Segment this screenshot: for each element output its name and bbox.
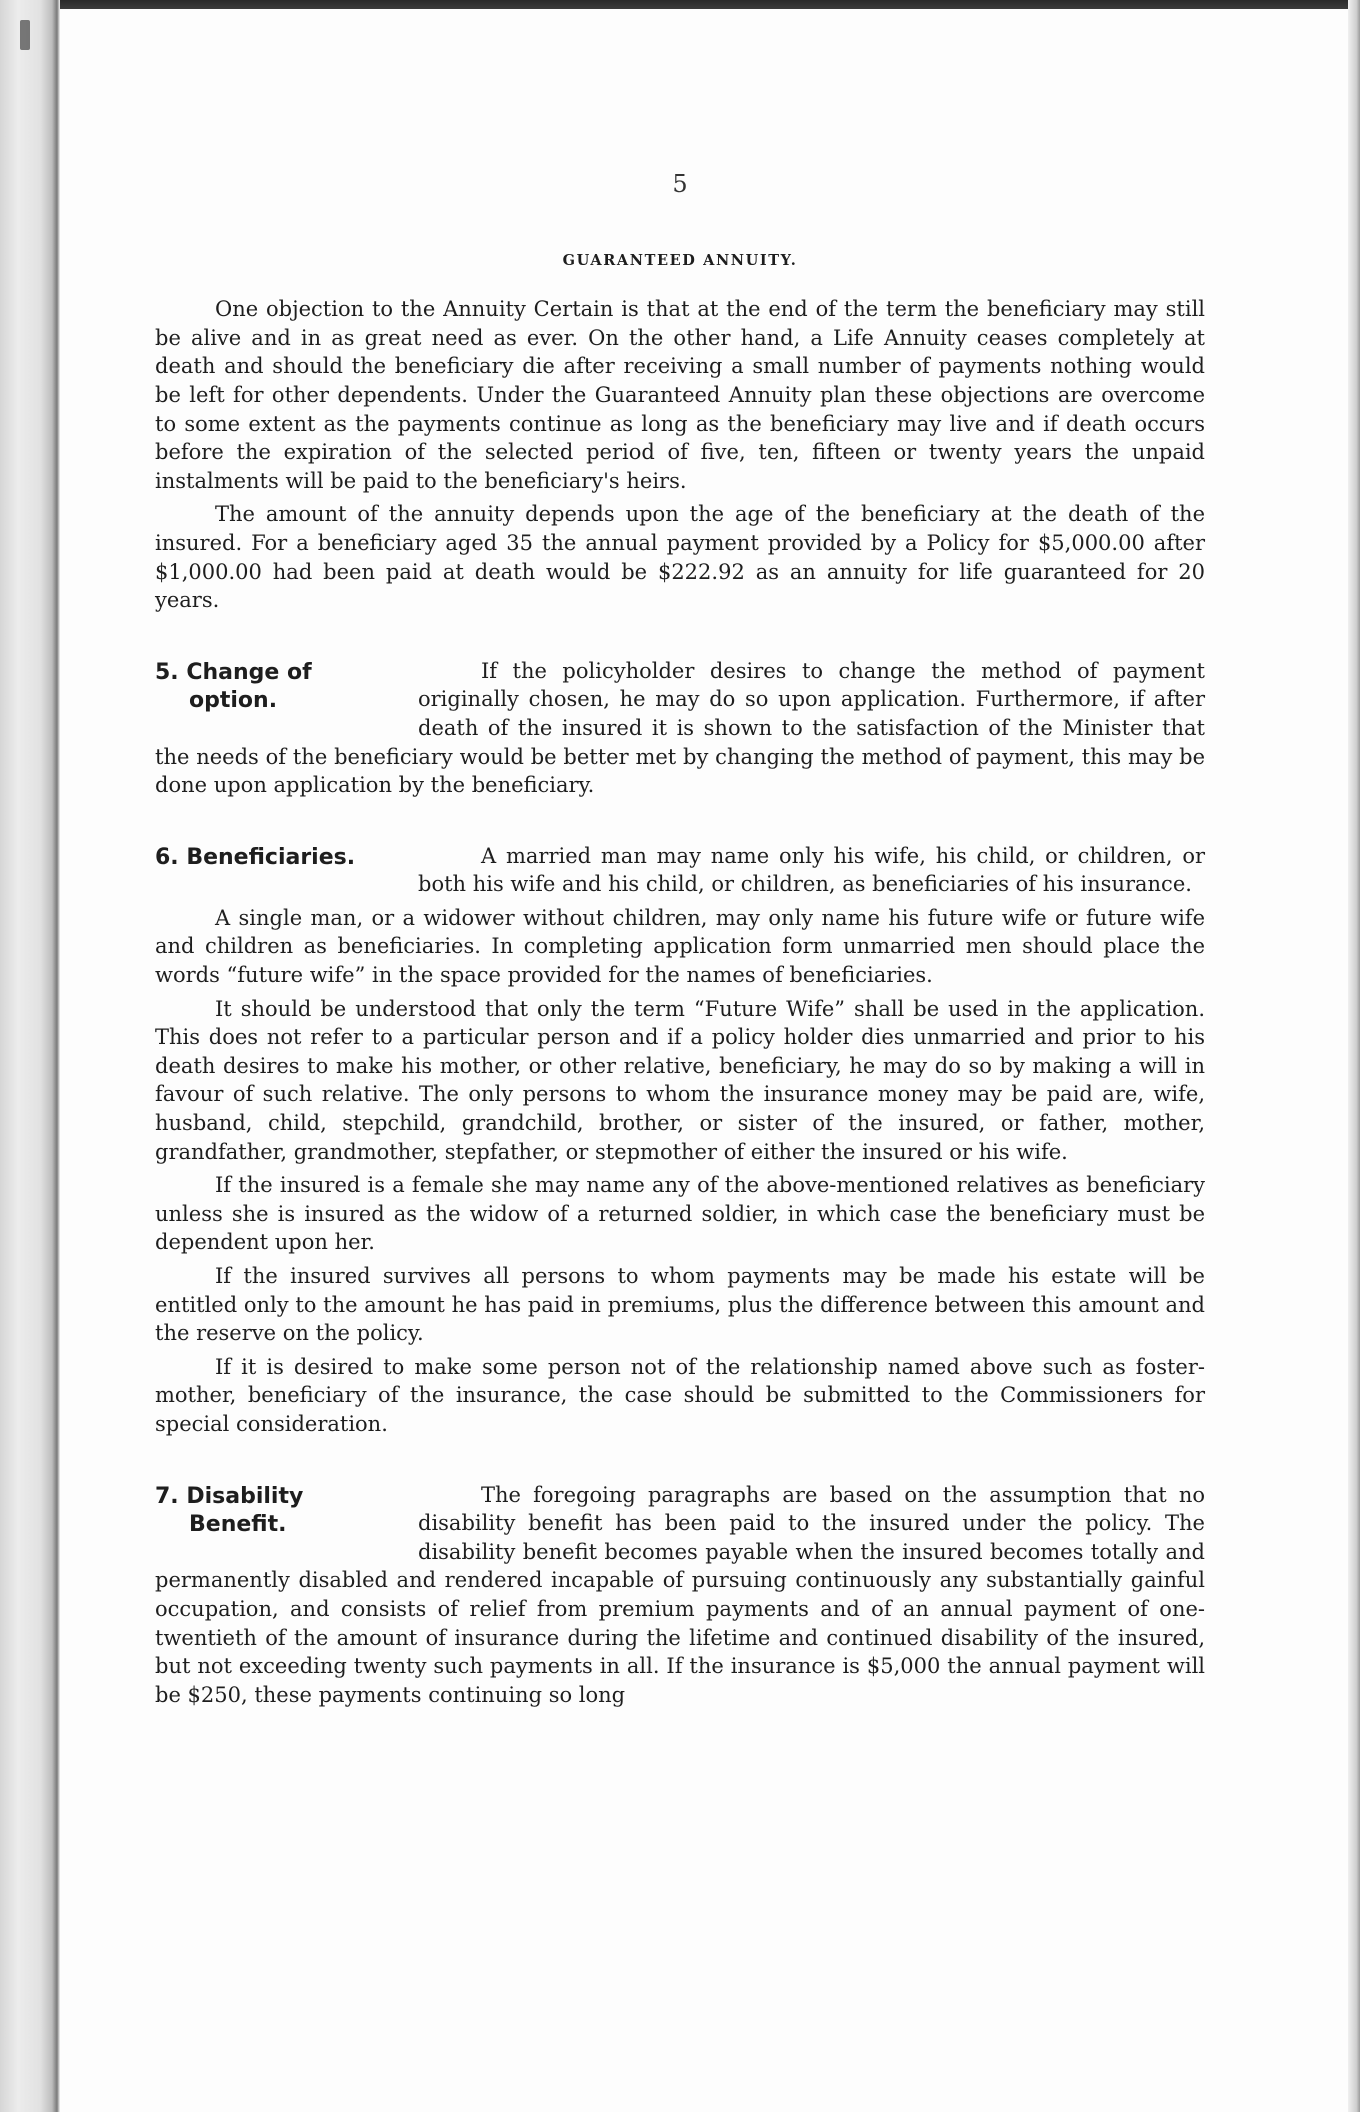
side-heading-line: option.	[189, 688, 278, 714]
paragraph: A married man may name only his wife, his child, or children, or both his wife and his child, or children, as beneficiaries of his insurance.	[418, 843, 1205, 897]
paragraph: If the insured is a female she may name any of the above-mentioned relatives as beneficiary unless she is insured as the widow of a returned soldier, in which case the beneficiary must be dependent upon her.	[155, 1173, 1205, 1255]
side-heading-line: 7. Disability	[155, 1483, 304, 1509]
guaranteed-annuity-section	[155, 247, 1205, 615]
document-page	[155, 170, 1205, 1714]
side-heading	[155, 659, 418, 716]
paragraph: If the insured survives all persons to whom payments may be made his estate will be entitled only to the amount he has paid in premiums, plus the difference between this amount and the reserve on the policy.	[155, 1264, 1205, 1346]
paragraph: If it is desired to make some person not of the relationship named above such as foster-mother, beneficiary of the insurance, the case should be submitted to the Commissioners for special consideration.	[155, 1354, 1205, 1436]
change-of-option-section	[155, 657, 1205, 800]
beneficiaries-section	[155, 842, 1205, 1439]
paragraph: The amount of the annuity depends upon the age of the beneficiary at the death of the insured. For a beneficiary aged 35 the annual payment provided by a Policy for $5,000.00 after $1,000.00 had been paid at death would be $222.92 as an annuity for life guaranteed for 20 years.	[155, 502, 1205, 613]
side-heading-line: Benefit.	[189, 1512, 287, 1538]
paragraph: A single man, or a widower without children, may only name his future wife or future wife and children as beneficiaries. In completing application form unmarried men should place the words “future wife” in the space provided for the names of beneficiaries.	[155, 905, 1205, 988]
section-heading: GUARANTEED ANNUITY.	[562, 251, 798, 269]
paragraph: It should be understood that only the term “Future Wife” shall be used in the application. This does not refer to a particular person and if a policy holder dies unmarried and prior to his death desires to make his mother, or other relative, beneficiary, he may do so by making a will in favour of such relative. The only persons to whom the insurance money may be paid are, wife, husband, child, stepchild, grandchild, brother, or sister of the insured, or father, mother, grandfather, grandmother, stepfather, or stepmother of either the insured or his wife.	[155, 996, 1205, 1164]
scan-binding-edge	[0, 0, 60, 2112]
side-heading	[155, 844, 418, 873]
paragraph: If the policyholder desires to change the method of payment originally chosen, he may do so upon application. Furthermore, if after death of the insured it is shown to the satisfaction of the Minister that the needs of the beneficiary would be better met by changing the method of payment, this may be done upon application by the beneficiary.	[155, 658, 1205, 798]
paragraph: One objection to the Annuity Certain is that at the end of the term the beneficiary may still be alive and in as great need as ever. On the other hand, a Life Annuity ceases completely at death and should the beneficiary die after receiving a small number of payments nothing would be left for other dependents. Under the Guaranteed Annuity plan these objections are overcome to some extent as the payments continue as long as the beneficiary may live and if death occurs before the expiration of the selected period of five, ten, fifteen or twenty years the unpaid instalments will be paid to the beneficiary's heirs.	[155, 297, 1205, 493]
side-heading-line: 5. Change of	[155, 659, 312, 685]
side-heading-line: 6. Beneficiaries.	[155, 844, 356, 870]
disability-benefit-section	[155, 1481, 1205, 1710]
scan-right-edge	[1348, 0, 1360, 2112]
side-heading	[155, 1483, 418, 1540]
page-number: 5	[672, 170, 688, 198]
paragraph: The foregoing paragraphs are based on the assumption that no disability benefit has been paid to the insured under the policy. The disability benefit becomes payable when the insured becomes totally and permanently disabled and rendered incapable of pursuing continuously any substantially gainful occupation, and consists of relief from premium payments and of an annual payment of one-twentieth of the amount of insurance during the lifetime and continued disability of the insured, but not exceeding twenty such payments in all. If the insurance is $5,000 the annual payment will be $250, these payments continuing so long	[155, 1482, 1205, 1707]
scan-top-edge	[0, 0, 1360, 9]
